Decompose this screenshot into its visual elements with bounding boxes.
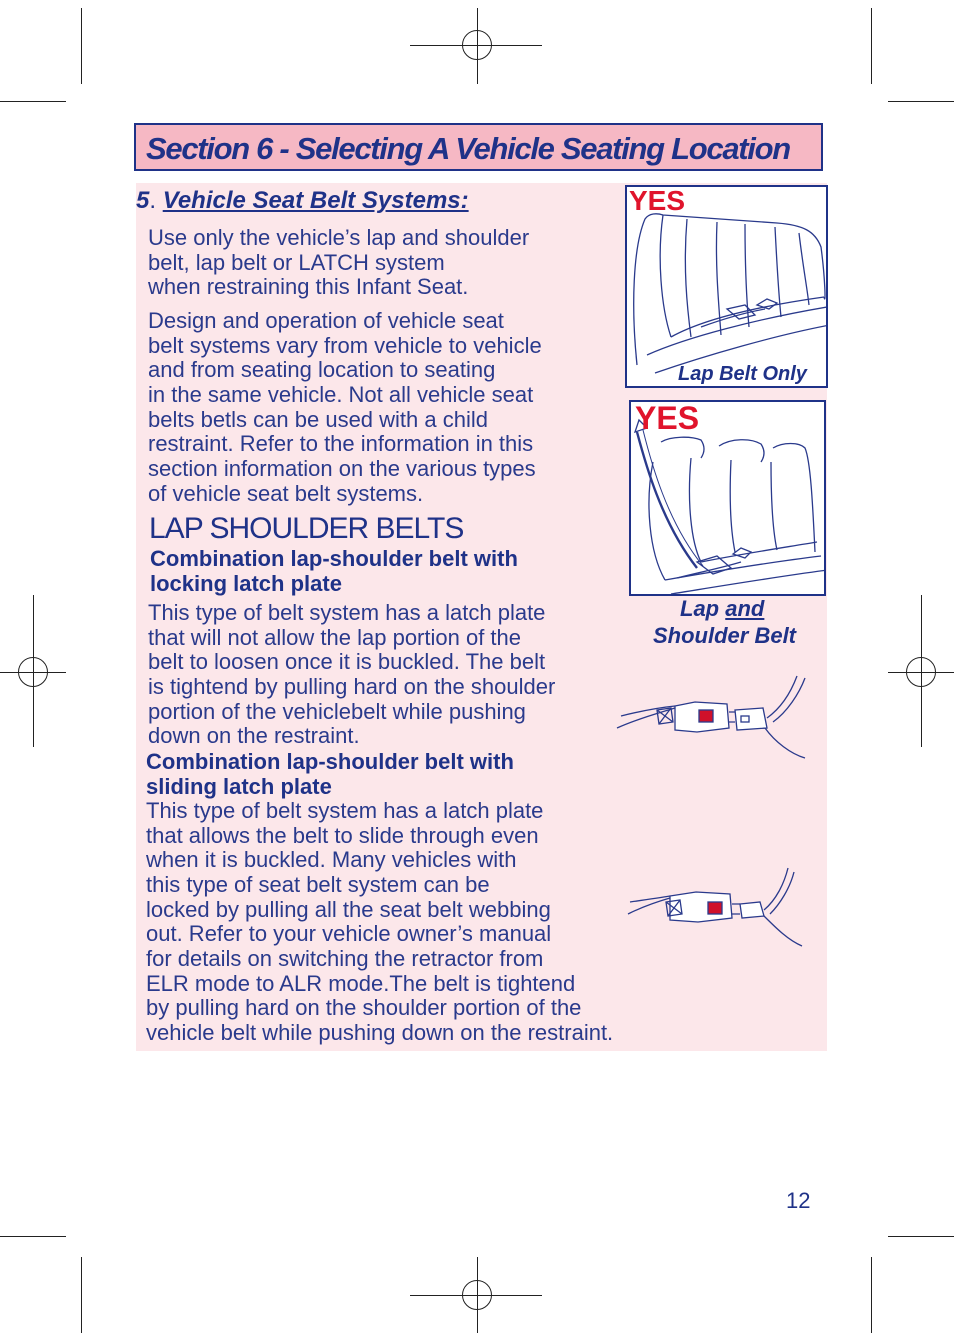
page-title: Section 6 - Selecting A Vehicle Seating Location [146, 131, 790, 166]
figure-caption: Lap Belt Only [678, 363, 807, 385]
section-title-bar [134, 123, 823, 171]
subsection-heading: 5. Vehicle Seat Belt Systems: [136, 187, 469, 214]
lap-shoulder-heading: LAP SHOULDER BELTS [149, 512, 464, 545]
figure-caption-line2: Shoulder Belt [653, 623, 797, 648]
yes-badge: YES [635, 400, 700, 436]
figure-caption: Lap and [680, 596, 765, 621]
page-number: 12 [786, 1188, 811, 1213]
seat-lap-belt-icon [627, 187, 828, 388]
locking-latch-buckle-icon [615, 672, 815, 762]
lap-shoulder-belt-figure [629, 400, 826, 596]
sliding-latch-buckle-icon [620, 864, 820, 954]
yes-badge: YES [629, 185, 686, 216]
lap-belt-figure [625, 185, 828, 388]
